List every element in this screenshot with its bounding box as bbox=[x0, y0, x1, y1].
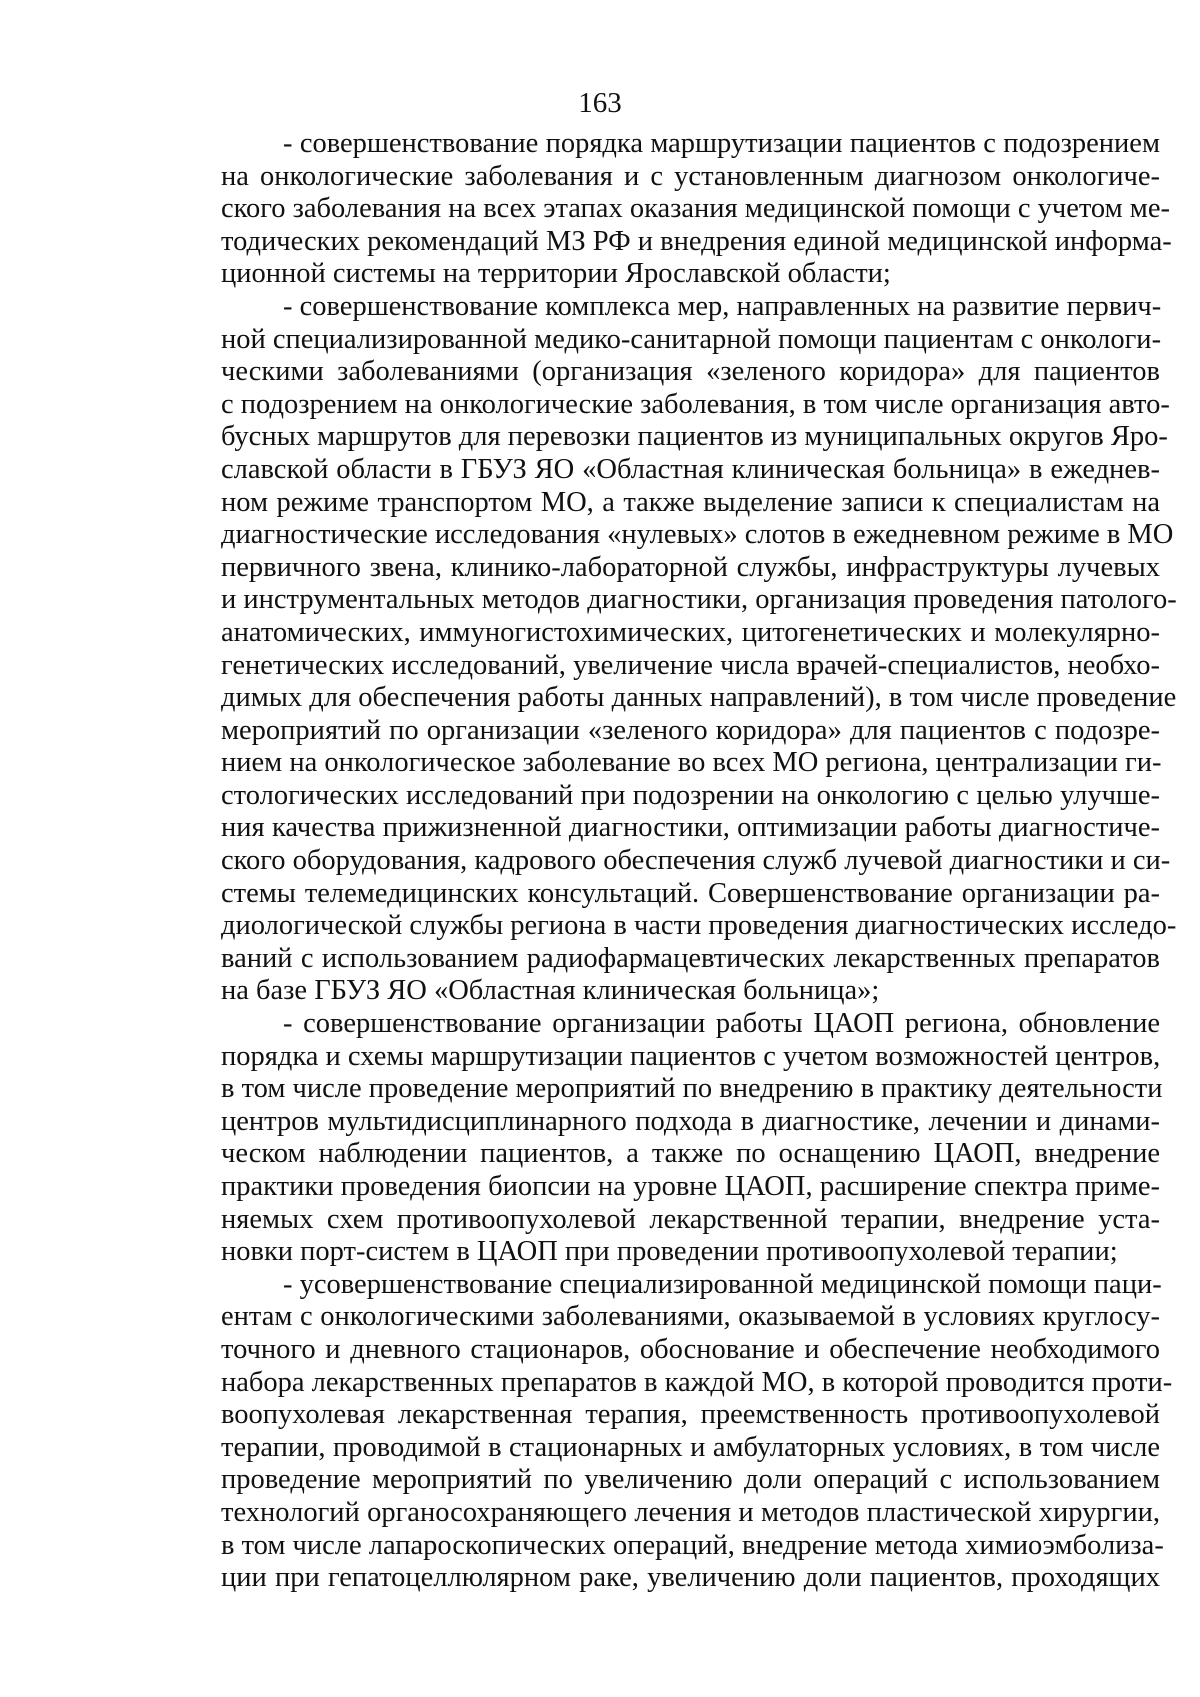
text-line: центров мультидисциплинарного подхода в диагностике, лечении и динами- bbox=[221, 1105, 1160, 1137]
body-text bbox=[221, 128, 1177, 1595]
text-line: няемых схем противоопухолевой лекарственной терапии, внедрение уста- bbox=[221, 1203, 1160, 1235]
text-line: порядка и схемы маршрутизации пациентов с учетом возможностей центров, bbox=[221, 1040, 1161, 1072]
text-line: мероприятий по организации «зеленого коридора» для пациентов с подозре- bbox=[221, 714, 1160, 746]
text-line: ческими заболеваниями (организация «зеленого коридора» для пациентов bbox=[221, 356, 1160, 388]
text-line: воопухолевая лекарственная терапия, преемственность противоопухолевой bbox=[221, 1399, 1160, 1431]
page-number: 163 bbox=[578, 87, 622, 119]
text-line: проведение мероприятий по увеличению доли операций с использованием bbox=[221, 1464, 1160, 1496]
text-line: - совершенствование комплекса мер, направленных на развитие первич- bbox=[283, 290, 1162, 322]
text-line: анатомических, иммуногистохимических, цитогенетических и молекулярно- bbox=[221, 616, 1160, 648]
text-line: набора лекарственных препаратов в каждой МО, в которой проводится проти- bbox=[221, 1366, 1173, 1398]
text-line: ваний с использованием радиофармацевтических лекарственных препаратов bbox=[221, 942, 1160, 974]
text-line: с подозрением на онкологические заболевания, в том числе организация авто- bbox=[221, 388, 1170, 420]
text-line: ентам с онкологическими заболеваниями, оказываемой в условиях круглосу- bbox=[221, 1301, 1160, 1333]
text-line: нием на онкологическое заболевание во всех МО региона, централизации ги- bbox=[221, 747, 1162, 779]
text-line: на базе ГБУЗ ЯО «Областная клиническая больница»; bbox=[221, 975, 880, 1007]
text-line: ческом наблюдении пациентов, а также по оснащению ЦАОП, внедрение bbox=[221, 1138, 1160, 1170]
text-line: технологий органосохраняющего лечения и методов пластической хирургии, bbox=[221, 1496, 1160, 1528]
text-line: стологических исследований при подозрении на онкологию с целью улучше- bbox=[221, 779, 1160, 811]
text-line: практики проведения биопсии на уровне ЦАОП, расширение спектра приме- bbox=[221, 1171, 1160, 1202]
text-line: - совершенствование порядка маршрутизации пациентов с подозрением bbox=[283, 128, 1160, 159]
text-line: терапии, проводимой в стационарных и амбулаторных условиях, в том числе bbox=[221, 1431, 1160, 1463]
text-line: на онкологические заболевания и с установленным диагнозом онкологиче- bbox=[221, 160, 1160, 192]
text-line: генетических исследований, увеличение числа врачей-специалистов, необхо- bbox=[221, 649, 1160, 681]
text-line: ского оборудования, кадрового обеспечения служб лучевой диагностики и си- bbox=[221, 845, 1171, 877]
text-line: ского заболевания на всех этапах оказания медицинской помощи с учетом ме- bbox=[221, 193, 1170, 225]
text-line: в том числе проведение мероприятий по внедрению в практику деятельности bbox=[221, 1073, 1163, 1105]
text-line: стемы телемедицинских консультаций. Совершенствование организации ра- bbox=[221, 877, 1160, 909]
text-line: ционной системы на территории Ярославской области; bbox=[221, 258, 891, 290]
text-line: и инструментальных методов диагностики, организация проведения патолого- bbox=[221, 584, 1177, 616]
text-line: тодических рекомендаций МЗ РФ и внедрения единой медицинской информа- bbox=[221, 225, 1172, 257]
text-line: бусных маршрутов для перевозки пациентов из муниципальных округов Яро- bbox=[221, 421, 1168, 453]
text-line: точного и дневного стационаров, обоснование и обеспечение необходимого bbox=[221, 1333, 1160, 1365]
text-line: ции при гепатоцеллюлярном раке, увеличению доли пациентов, проходящих bbox=[221, 1562, 1160, 1594]
text-line: славской области в ГБУЗ ЯО «Областная клиническая больница» в ежеднев- bbox=[221, 453, 1160, 485]
text-line: ния качества прижизненной диагностики, оптимизации работы диагностиче- bbox=[221, 812, 1160, 844]
text-line: - совершенствование организации работы ЦАОП региона, обновление bbox=[283, 1008, 1160, 1040]
text-line: ном режиме транспортом МО, а также выделение записи к специалистам на bbox=[221, 486, 1160, 518]
text-line: димых для обеспечения работы данных направлений), в том числе проведение bbox=[221, 682, 1177, 714]
text-line: в том числе лапароскопических операций, внедрение метода химиоэмболиза- bbox=[221, 1529, 1164, 1561]
text-line: диагностические исследования «нулевых» слотов в ежедневном режиме в МО bbox=[221, 519, 1174, 551]
text-line: диологической службы региона в части проведения диагностических исследо- bbox=[221, 910, 1177, 942]
text-line: новки порт-систем в ЦАОП при проведении противоопухолевой терапии; bbox=[221, 1236, 1118, 1268]
text-line: ной специализированной медико-санитарной помощи пациентам с онкологи- bbox=[221, 323, 1162, 355]
text-line: - усовершенствование специализированной медицинской помощи паци- bbox=[283, 1268, 1162, 1300]
text-line: первичного звена, клинико-лабораторной службы, инфраструктуры лучевых bbox=[221, 551, 1160, 583]
